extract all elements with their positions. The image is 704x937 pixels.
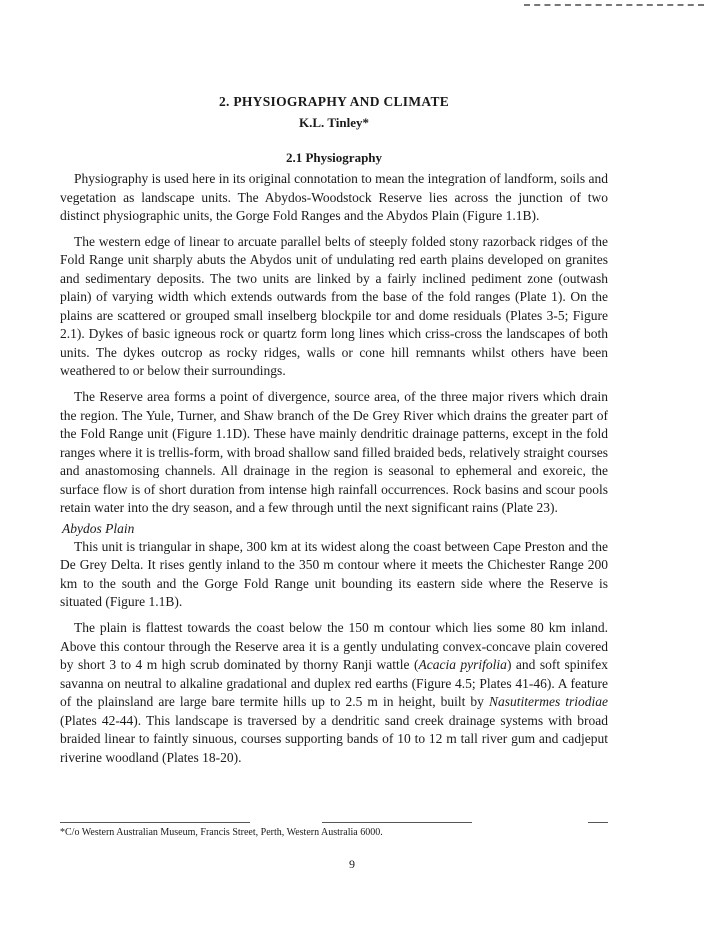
section-heading: 2.1 Physiography — [285, 150, 383, 165]
paragraph-drainage: The Reserve area forms a point of divergence, source area, of the three major rivers which drain the region. The Yule, Turner, and Shaw branch of the De Grey River which drains the greater part of the Fold Range unit (Figure 1.1D). These have mainly dendritic drainage patterns, except in the fold ranges where it is trellis-form, with broad shallow sand filled braided beds, relatively straight courses and anastomosing channels. All drainage in the region is seasonal to ephemeral and exoreic, the surface flow is of short duration from intense high rainfall occurrences. Rock basins and scour pools retain water into the dry season, and a few through until the next significant rains (Plate 23). — [60, 389, 608, 516]
footnote: *C/o Western Australian Museum, Francis Street, Perth, Western Australia 6000. — [60, 827, 383, 838]
paragraph-abydos-shape: This unit is triangular in shape, 300 km at its widest along the coast between Cape Preston and the De Grey Delta. It rises gently inland to the 350 m contour where it meets the Chichester Range 200 km to the south and the Gorge Fold Range unit bounding its eastern side where the Reserve is situated (Figure 1.1B). — [60, 538, 608, 610]
paragraph-abydos-plain: The plain is flattest towards the coast below the 150 m contour which lies some 80 km inland. Above this contour through the Reserve area it is a gently undulating convex-concave plain covered by short 3 to 4 m high scrub dominated by thorny Ranji wattle (Acacia pyrifolia) and soft spinifex savanna on neutral to alkaline gradational and duplex red earths (Figure 4.5; Plates 41-46). A feature of the plainsland are large bare termite hills up to 2.5 m in height, built by Nasutitermes triodiae (Plates 42-44). This landscape is traversed by a dendritic sand creek drainage systems with broad braided linear to faintly sinuous, courses supporting bands of 10 to 12 m tall river gum and cadjeput riverine woodland (Plates 18-20). — [60, 620, 609, 765]
paragraph-fold-range: The western edge of linear to arcuate parallel belts of steeply folded stony razorback ridges of the Fold Range unit sharply abuts the Abydos unit of undulating red earth plains developed on granites and sedimentary deposits. The two units are linked by a fairly inclined pediment zone (outwash plain) of varying width which extends outwards from the base of the fold ranges (Plate 1). On the plains are scattered or grouped small inselberg blockpile tor and dome residuals (Plates 3-5; Figure 2.1). Dykes of basic igneous rock or quartz form long lines which criss-cross the landscapes of both units. The dykes outcrop as rocky ridges, walls or cone hill remnants whilst others have been weathered to or below their surroundings. — [60, 233, 608, 379]
chapter-title: 2. PHYSIOGRAPHY AND CLIMATE — [218, 94, 450, 109]
page-number: 9 — [349, 857, 355, 871]
subheading-abydos-plain: Abydos Plain — [62, 520, 135, 536]
paragraph-physiography-intro: Physiography is used here in its original connotation to mean the integration of landform, soils and vegetation as landscape units. The Abydos-Woodstock Reserve lies across the junction of two distinct physiographic units, the Gorge Fold Ranges and the Abydos Plain (Figure 1.1B). — [60, 171, 608, 224]
page-edge-mark — [524, 0, 704, 6]
author-line: K.L. Tinley* — [299, 115, 369, 130]
footnote-rule — [60, 822, 608, 824]
page-body — [60, 94, 608, 774]
